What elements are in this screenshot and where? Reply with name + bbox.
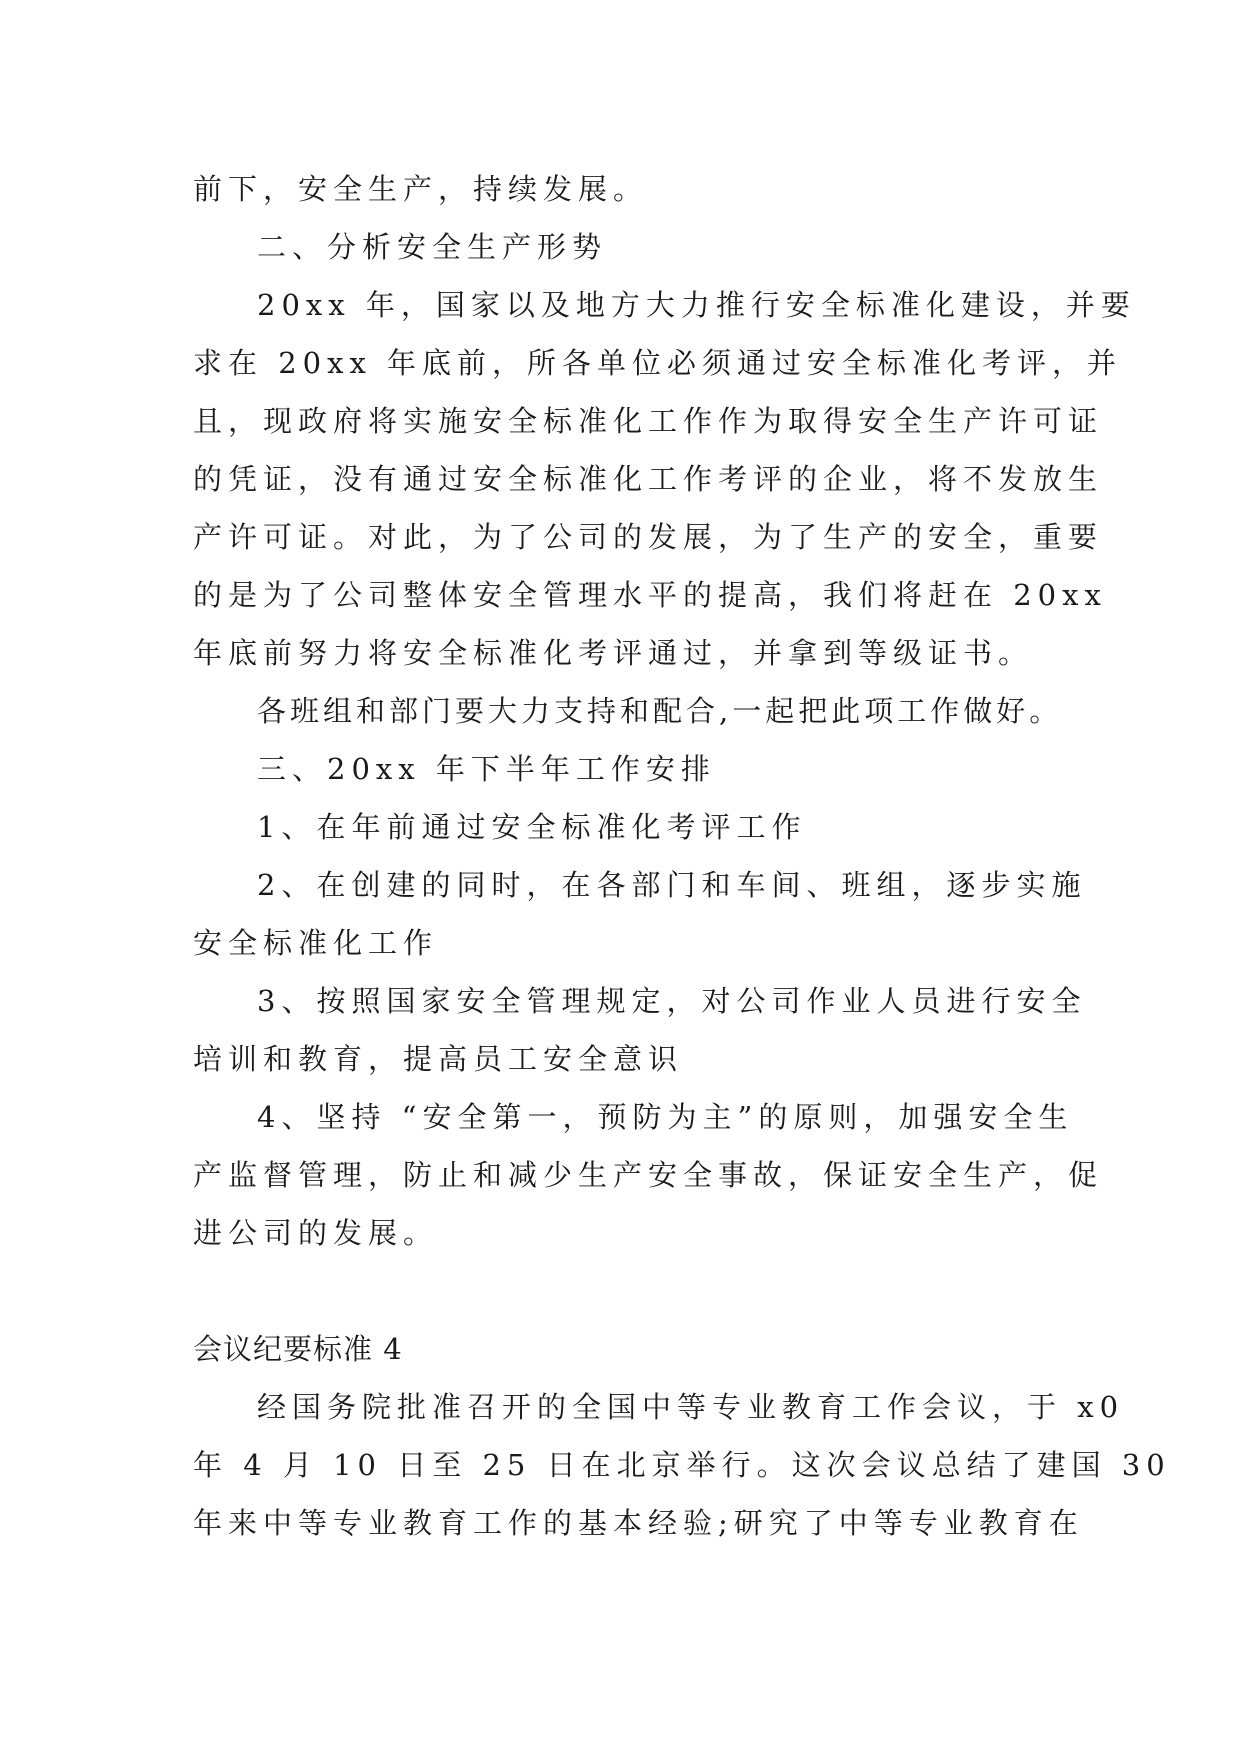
document-title: 会议纪要标准 4 [193, 1332, 403, 1366]
paragraph-gap [193, 1262, 1055, 1320]
list-item: 4、坚持 “安全第一，预防为主”的原则，加强安全生 [257, 1100, 1074, 1134]
section-heading: 三、20xx 年下半年工作安排 [257, 752, 716, 786]
text-line: 经国务院批准召开的全国中等专业教育工作会议，于 x0 [257, 1390, 1125, 1424]
section-heading: 二、分析安全生产形势 [257, 230, 608, 264]
text-line: 20xx 年，国家以及地方大力推行安全标准化建设，并要 [257, 288, 1136, 322]
text-line: 培训和教育，提高员工安全意识 [193, 1042, 684, 1076]
list-item: 1、在年前通过安全标准化考评工作 [257, 810, 807, 844]
list-item: 2、在创建的同时，在各部门和车间、班组，逐步实施 [257, 868, 1087, 902]
text-line: 的凭证，没有通过安全标准化工作考评的企业，将不发放生 [193, 462, 1104, 496]
text-line: 产许可证。对此，为了公司的发展，为了生产的安全，重要 [193, 520, 1104, 554]
text-line: 产监督管理，防止和减少生产安全事故，保证安全生产，促 [193, 1158, 1104, 1192]
document-body [193, 160, 1171, 1552]
text-line: 进公司的发展。 [193, 1216, 439, 1250]
text-line: 前下，安全生产，持续发展。 [193, 172, 649, 206]
list-item: 3、按照国家安全管理规定，对公司作业人员进行安全 [257, 984, 1087, 1018]
text-line: 且，现政府将实施安全标准化工作作为取得安全生产许可证 [193, 404, 1104, 438]
text-line: 年来中等专业教育工作的基本经验;研究了中等专业教育在 [193, 1506, 1084, 1540]
text-line: 安全标准化工作 [193, 926, 439, 960]
text-line: 各班组和部门要大力支持和配合,一起把此项工作做好。 [257, 694, 1063, 728]
text-line: 的是为了公司整体安全管理水平的提高，我们将赶在 20xx [193, 578, 1107, 612]
text-line: 年底前努力将安全标准化考评通过，并拿到等级证书。 [193, 636, 1034, 670]
text-line: 年 4 月 10 日至 25 日在北京举行。这次会议总结了建国 30 [193, 1448, 1171, 1482]
text-line: 求在 20xx 年底前，所各单位必须通过安全标准化考评，并 [193, 346, 1123, 380]
